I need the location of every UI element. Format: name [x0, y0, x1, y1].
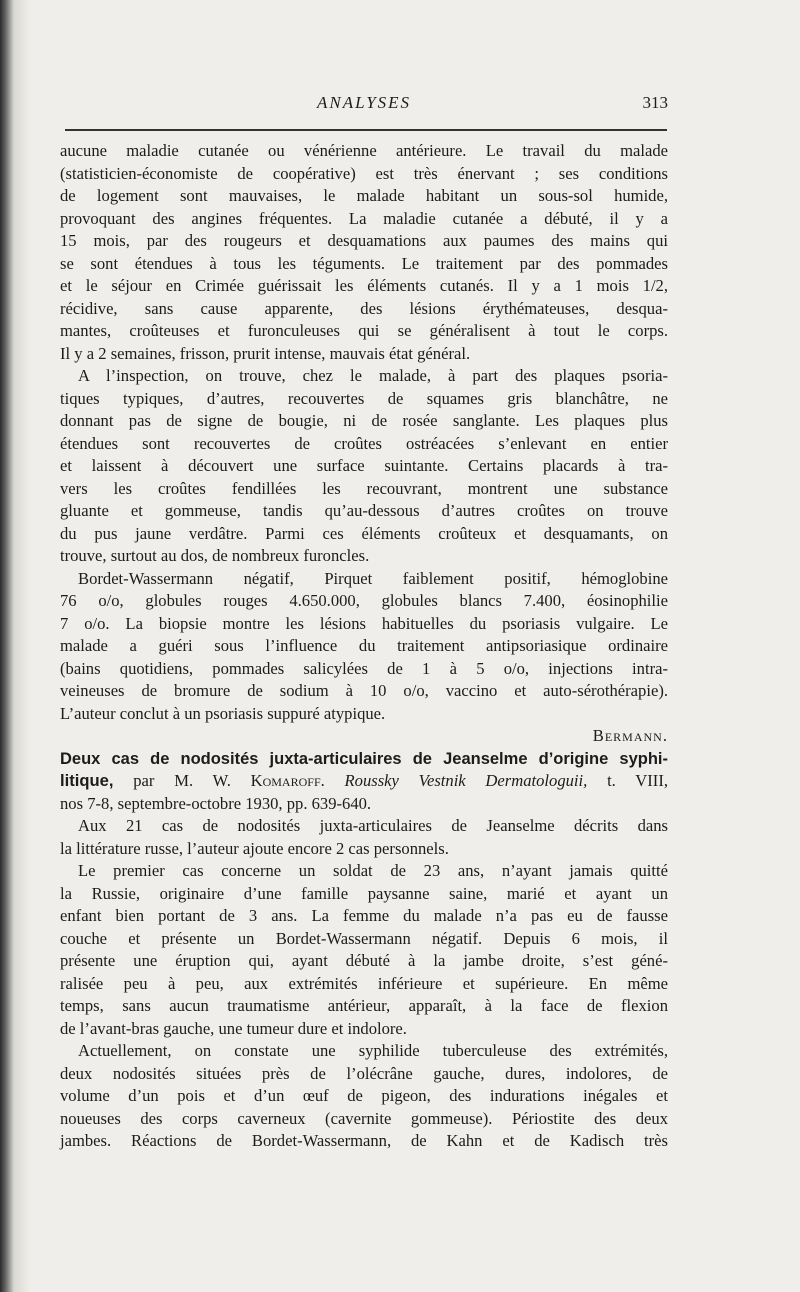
text-line: 15 mois, par des rougeurs et desquamations aux paumes des mains qui	[60, 231, 668, 250]
text-line: 76 o/o, globules rouges 4.650.000, globules blancs 7.400, éosinophilie	[60, 591, 668, 610]
author-signature: Bermann.	[592, 726, 668, 745]
citation-details: nos 7-8, septembre-octobre 1930, pp. 639-640.	[60, 793, 372, 813]
text-line: gluante et gommeuse, tandis qu’au-dessous d’autres croûtes on trouve	[60, 501, 668, 520]
text-line: ralisée peu à peu, aux extrémités inférieure et supérieure. En même	[60, 973, 668, 993]
journal-name: Roussky Vestnik Dermatologuii,	[344, 771, 588, 790]
text-line: Bordet-Wassermann négatif, Pirquet faiblement positif, hémoglobine	[78, 568, 668, 588]
text-line: de logement sont mauvaises, le malade habitant un sous-sol humide,	[60, 186, 668, 205]
text-line: deux nodosités situées près de l’olécrâne gauche, dures, indolores, de	[60, 1063, 668, 1083]
text-line: 7 o/o. La biopsie montre les lésions habituelles du psoriasis vulgaire. Le	[60, 613, 668, 633]
text-line: volume d’un pois et d’un œuf de pigeon, des indurations inégales et	[60, 1086, 668, 1105]
text-line: présente une éruption qui, ayant débuté à la jambe droite, s’est géné-	[60, 951, 668, 970]
text-line: provoquant des angines fréquentes. La maladie cutanée a débuté, il y a	[60, 208, 668, 228]
by-word: par	[133, 771, 155, 790]
text-line: Le premier cas concerne un soldat de 23 ans, n’ayant jamais quitté	[78, 861, 668, 880]
text-line: enfant bien portant de 3 ans. La femme du malade n’a pas eu de fausse	[60, 906, 668, 925]
page-number: 313	[642, 93, 668, 112]
text-line: de l’avant-bras gauche, une tumeur dure et indolore.	[60, 1018, 407, 1038]
text-line: couche et présente un Bordet-Wassermann négatif. Depuis 6 mois, il	[60, 928, 668, 948]
text-line: (statisticien-économiste de coopérative) est très énervant ; ses conditions	[60, 163, 668, 183]
text-line: jambes. Réactions de Bordet-Wassermann, de Kahn et de Kadisch très	[60, 1131, 668, 1150]
article-author: M. W. Komaroff.	[174, 771, 325, 790]
text-line: L’auteur conclut à un psoriasis suppuré atypique.	[60, 703, 386, 723]
text-line: tiques typiques, d’autres, recouvertes de squames gris blanchâtre, ne	[60, 388, 668, 408]
text-line: mantes, croûteuses et furonculeuses qui se généralisent à tout le corps.	[60, 321, 668, 340]
article-title: Deux cas de nodosités juxta-articulaires de Jeanselme d’origine syphi-	[60, 749, 668, 768]
journal-volume: t. VIII,	[607, 771, 668, 790]
text-line: (bains quotidiens, pommades salicylées de 1 à 5 o/o, injections intra-	[60, 658, 668, 678]
title-end: litique,	[60, 771, 114, 790]
page-header	[60, 93, 668, 119]
text-line: et le séjour en Crimée guérissait les éléments cutanés. Il y a 1 mois 1/2,	[60, 276, 668, 295]
running-title: ANALYSES	[316, 93, 412, 112]
text-line: A l’inspection, on trouve, chez le malade, à part des plaques psoria-	[78, 366, 668, 385]
text-line: veineuses de bromure de sodium à 10 o/o, vaccino et auto-sérothérapie).	[60, 681, 668, 700]
article-body	[60, 140, 668, 1153]
text-line: donnant pas de signe de bougie, ni de rosée sanglante. Les plaques plus	[60, 411, 668, 430]
text-line: Aux 21 cas de nodosités juxta-articulaires de Jeanselme décrits dans	[78, 816, 668, 835]
text-line: la littérature russe, l’auteur ajoute encore 2 cas personnels.	[60, 838, 449, 858]
text-line: vers les croûtes fendillées les recouvrant, montrent une substance	[60, 478, 668, 498]
article-title-continued	[60, 770, 668, 793]
text-line: Actuellement, on constate une syphilide tuberculeuse des extrémités,	[78, 1041, 668, 1060]
text-line: et laissent à découvert une surface suintante. Certains placards à tra-	[60, 456, 668, 475]
text-line: temps, sans aucun traumatisme antérieur, apparaît, à la face de flexion	[60, 996, 668, 1015]
text-line: se sont étendues à tous les téguments. Le traitement par des pommades	[60, 253, 668, 273]
header-rule	[65, 129, 667, 131]
text-line: étendues sont recouvertes de croûtes ostréacées s’enlevant en entier	[60, 433, 668, 453]
text-line: trouve, surtout au dos, de nombreux furoncles.	[60, 546, 370, 565]
text-line: aucune maladie cutanée ou vénérienne antérieure. Le travail du malade	[60, 141, 668, 160]
text-line: noueuses des corps caverneux (cavernite gommeuse). Périostite des deux	[60, 1108, 668, 1128]
text-line: Il y a 2 semaines, frisson, prurit intense, mauvais état général.	[60, 343, 471, 363]
text-line: du pus jaune verdâtre. Parmi ces éléments croûteux et desquamants, on	[60, 523, 668, 543]
text-line: la Russie, originaire d’une famille paysanne saine, marié et ayant un	[60, 883, 668, 903]
text-line: récidive, sans cause apparente, des lésions érythémateuses, desqua-	[60, 298, 668, 318]
text-line: malade a guéri sous l’influence du traitement antipsoriasique ordinaire	[60, 636, 668, 655]
